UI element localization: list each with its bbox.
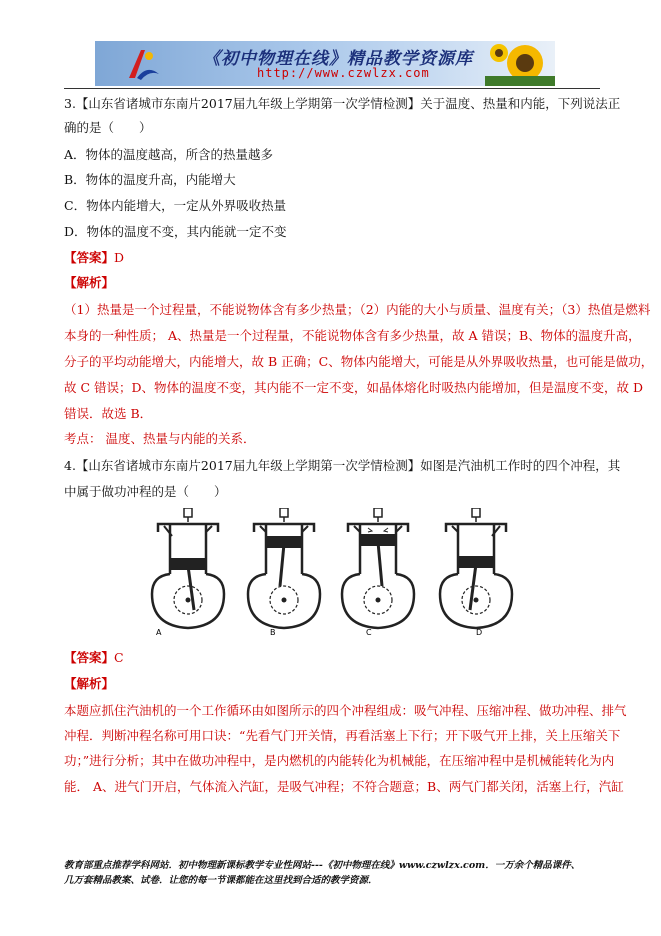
q3-option-c: C．物体内能增大，一定从外界吸收热量 (64, 198, 287, 213)
header-banner (95, 41, 555, 86)
q4-answer-label: 【答案】 (64, 650, 115, 665)
q3-analysis-line4: 故 C 错误；D、物体的温度不变，其内能不一定不变，如晶体熔化时吸热内能增加，但是温度不变，故 D (64, 380, 644, 395)
q4-analysis-label: 【解析】 (64, 676, 115, 691)
q4-answer-value: C (114, 650, 124, 665)
footer-line2: 几万套精品教案、试卷．让您的每一节课都能在这里找到合适的教学资源． (64, 875, 378, 886)
footer-line1: 教育部重点推荐学科网站．初中物理新课标教学专业性网站---《初中物理在线》www.czwlzx.com．一万余个精品课件、 (64, 860, 581, 871)
q3-analysis-line5: 错误．故选 B． (64, 406, 153, 421)
engine-strokes-figure (148, 508, 518, 638)
q3-option-d: D．物体的温度不变，其内能就一定不变 (64, 224, 287, 239)
q3-answer (64, 250, 124, 266)
q4-analysis-line4: 能． A、进气门开启，气体流入汽缸，是吸气冲程；不符合题意；B、两气门都关闭，活塞上行，汽缸 (64, 779, 624, 794)
q3-analysis-line1: （1）热量是一个过程量，不能说物体含有多少热量；（2）内能的大小与质量、温度有关；（3）热值是燃料 (64, 302, 651, 317)
header-rule (64, 88, 600, 89)
engine-d (440, 508, 512, 628)
banner-title: 《初中物理在线》精品教学资源库 (203, 49, 473, 69)
figure-label-d: D (476, 628, 483, 637)
site-logo-icon (123, 44, 163, 84)
q3-stem-line1: 3.【山东省诸城市东南片2017届九年级上学期第一次学情检测】关于温度、热量和内能，下列说法正 (64, 96, 621, 111)
q4-stem-line1: 4.【山东省诸城市东南片2017届九年级上学期第一次学情检测】如图是汽油机工作时的四个冲程，其 (64, 458, 621, 473)
q3-analysis-line2: 本身的一种性质； A、热量是一个过程量，不能说物体含有多少热量，故 A 错误；B、物体的温度升高， (64, 328, 641, 343)
q3-option-b: B．物体的温度升高，内能增大 (64, 172, 236, 187)
q3-kaodian: 考点： 温度、热量与内能的关系． (64, 431, 256, 446)
engine-a (152, 508, 224, 628)
q3-analysis-line3: 分子的平均动能增大，内能增大，故 B 正确；C、物体内能增大，可能是从外界吸收热量，也可能是做功， (64, 354, 654, 369)
q3-stem-line2: 确的是（ ） (64, 120, 152, 135)
figure-label-c: C (366, 628, 372, 637)
q4-stem-line2: 中属于做功冲程的是（ ） (64, 484, 227, 499)
q4-analysis-line2: 冲程．判断冲程名称可用口诀：“先看气门开关情，再看活塞上下行；开下吸气开上排，关上压缩关下 (64, 728, 621, 743)
q3-answer-label: 【答案】 (64, 250, 115, 265)
engine-c (342, 508, 414, 628)
q3-answer-value: D (114, 250, 125, 265)
figure-label-b: B (270, 628, 276, 637)
figure-label-a: A (156, 628, 162, 637)
q3-option-a: A．物体的温度越高，所含的热量越多 (64, 147, 274, 162)
engine-b (248, 508, 320, 628)
q4-answer (64, 650, 124, 666)
q4-analysis-line1: 本题应抓住汽油机的一个工作循环由如图所示的四个冲程组成：吸气冲程、压缩冲程、做功冲程、排气 (64, 703, 627, 718)
banner-url: http://www.czwlzx.com (257, 66, 430, 80)
sunflower-icon (485, 41, 555, 86)
q4-analysis-line3: 功；”进行分析；其中在做功冲程中，是内燃机的内能转化为机械能，在压缩冲程中是机械能转化为内 (64, 753, 615, 768)
q3-analysis-label: 【解析】 (64, 275, 115, 290)
